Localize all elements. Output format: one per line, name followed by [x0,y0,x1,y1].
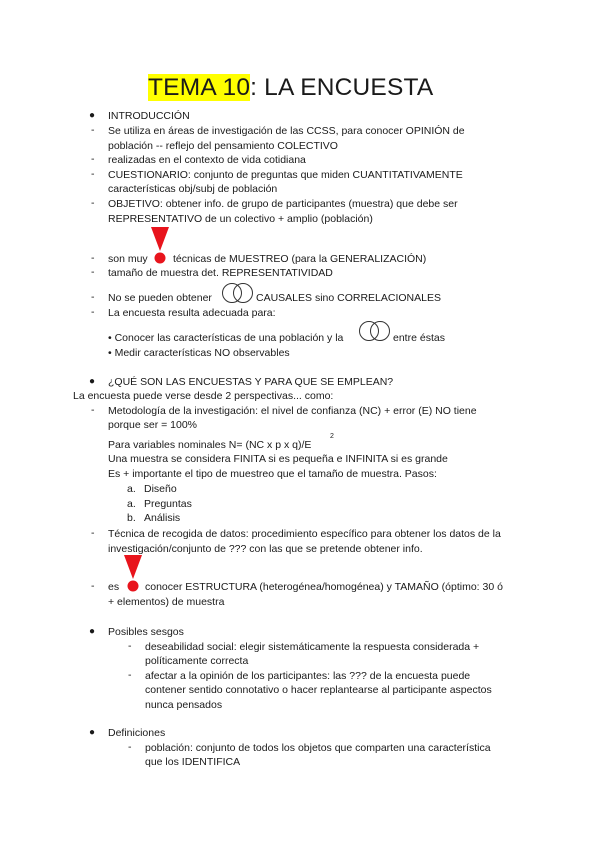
son-muy-post: técnicas de MUESTREO (para la GENERALIZACIÓN) [173,253,427,265]
dash-marker: - [91,527,95,539]
paso-label: Preguntas [144,498,192,510]
importante-text: Es + importante el tipo de muestreo que el tamaño de muestra. Pasos: [108,468,437,480]
sub-item-1-pre: • Conocer las características de una población y la [108,332,344,344]
bullet-marker: ● [89,727,96,738]
paso-marker: b. [127,512,136,524]
dash-marker: - [91,168,95,180]
intro-item-1-line-1: Se utiliza en áreas de investigación de las CCSS, para conocer OPINIÓN de [108,125,465,137]
bullet-marker: ● [89,110,96,121]
dash-marker: - [91,252,95,264]
paso-marker: a. [127,483,136,495]
page-title [148,73,433,103]
definicion-1-line-2: que los IDENTIFICA [145,756,241,768]
metodologia-line-1: Metodología de la investigación: el nivel de confianza (NC) + error (E) NO tiene [108,405,477,417]
definiciones-heading: Definiciones [108,727,166,739]
bullet-marker: ● [89,376,96,387]
intro-heading: INTRODUCCIÓN [108,110,190,122]
intro-item-4-line-1: OBJETIVO: obtener info. de grupo de participantes (muestra) que debe ser [108,198,458,210]
sub-item-1-post: entre éstas [393,332,445,344]
subdash-marker: - [128,669,132,681]
dash-marker: - [91,197,95,209]
tamano-item: tamaño de muestra det. REPRESENTATIVIDAD [108,267,333,279]
es-pre: es [108,581,120,593]
adecuada-item: La encuesta resulta adecuada para: [108,307,276,319]
sub-item-2: • Medir características NO observables [108,347,290,359]
tecnica-line-1: Técnica de recogida de datos: procedimiento específico para obtener los datos de la [108,528,501,540]
dash-marker: - [91,153,95,165]
bullet-marker: ● [89,626,96,637]
finita-text: Una muestra se considera FINITA si es pequeña e INFINITA si es grande [108,453,448,465]
es-post-line-2: + elementos) de muestra [108,596,225,608]
que-son-heading: ¿QUÉ SON LAS ENCUESTAS Y PARA QUE SE EMPLEAN? [108,376,394,388]
pin-icon [150,227,170,269]
subdash-marker: - [128,640,132,652]
sesgo-2-line-1: afectar a la opinión de los participantes: las ??? de la encuesta puede [145,670,471,682]
intro-item-3-line-1: CUESTIONARIO: conjunto de preguntas que miden CUANTITATIVAMENTE [108,169,463,181]
sesgo-2-line-2: contener sentido connotativo o hacer replantearse al participante aspectos [145,684,492,696]
paso-label: Diseño [144,483,177,495]
que-son-intro: La encuesta puede verse desde 2 perspectivas... como: [73,390,334,402]
dash-marker: - [91,306,95,318]
no-pueden-post: CAUSALES sino CORRELACIONALES [256,292,441,304]
formula-superscript: 2 [330,433,334,440]
dash-marker: - [91,124,95,136]
subdash-marker: - [128,741,132,753]
dash-marker: - [91,580,95,592]
es-post-line-1: conocer ESTRUCTURA (heterogénea/homogénea) y TAMAÑO (óptimo: 30 ó [145,581,503,593]
tecnica-line-2: investigación/conjunto de ??? con las que se pretende obtener info. [108,543,423,555]
title-highlight: TEMA 10 [148,74,251,101]
dash-marker: - [91,266,95,278]
title-rest: : LA ENCUESTA [250,74,434,101]
dash-marker: - [91,291,95,303]
sesgos-heading: Posibles sesgos [108,626,184,638]
intro-item-3-line-2: características obj/subj de población [108,183,278,195]
intro-item-2: realizadas en el contexto de vida cotidiana [108,154,306,166]
formula: Para variables nominales N= (NC x p x q)/E [108,439,312,451]
sesgo-1-line-1: deseabilidad social: elegir sistemáticamente la respuesta considerada + [145,641,480,653]
dash-marker: - [91,404,95,416]
metodologia-line-2: porque ser = 100% [108,419,198,431]
intro-item-1-line-2: población -- reflejo del pensamiento COLECTIVO [108,140,338,152]
paso-marker: a. [127,498,136,510]
intro-item-4-line-2: REPRESENTATIVO de un colectivo + amplio (población) [108,213,373,225]
pin-icon [123,555,143,597]
sesgo-2-line-3: nunca pensados [145,699,223,711]
son-muy-pre: son muy [108,253,148,265]
venn-icon [221,282,255,304]
definicion-1-line-1: población: conjunto de todos los objetos que comparten una característica [145,742,491,754]
no-pueden-pre: No se pueden obtener [108,292,212,304]
venn-icon [358,320,392,342]
sesgo-1-line-2: políticamente correcta [145,655,249,667]
paso-label: Análisis [144,512,181,524]
